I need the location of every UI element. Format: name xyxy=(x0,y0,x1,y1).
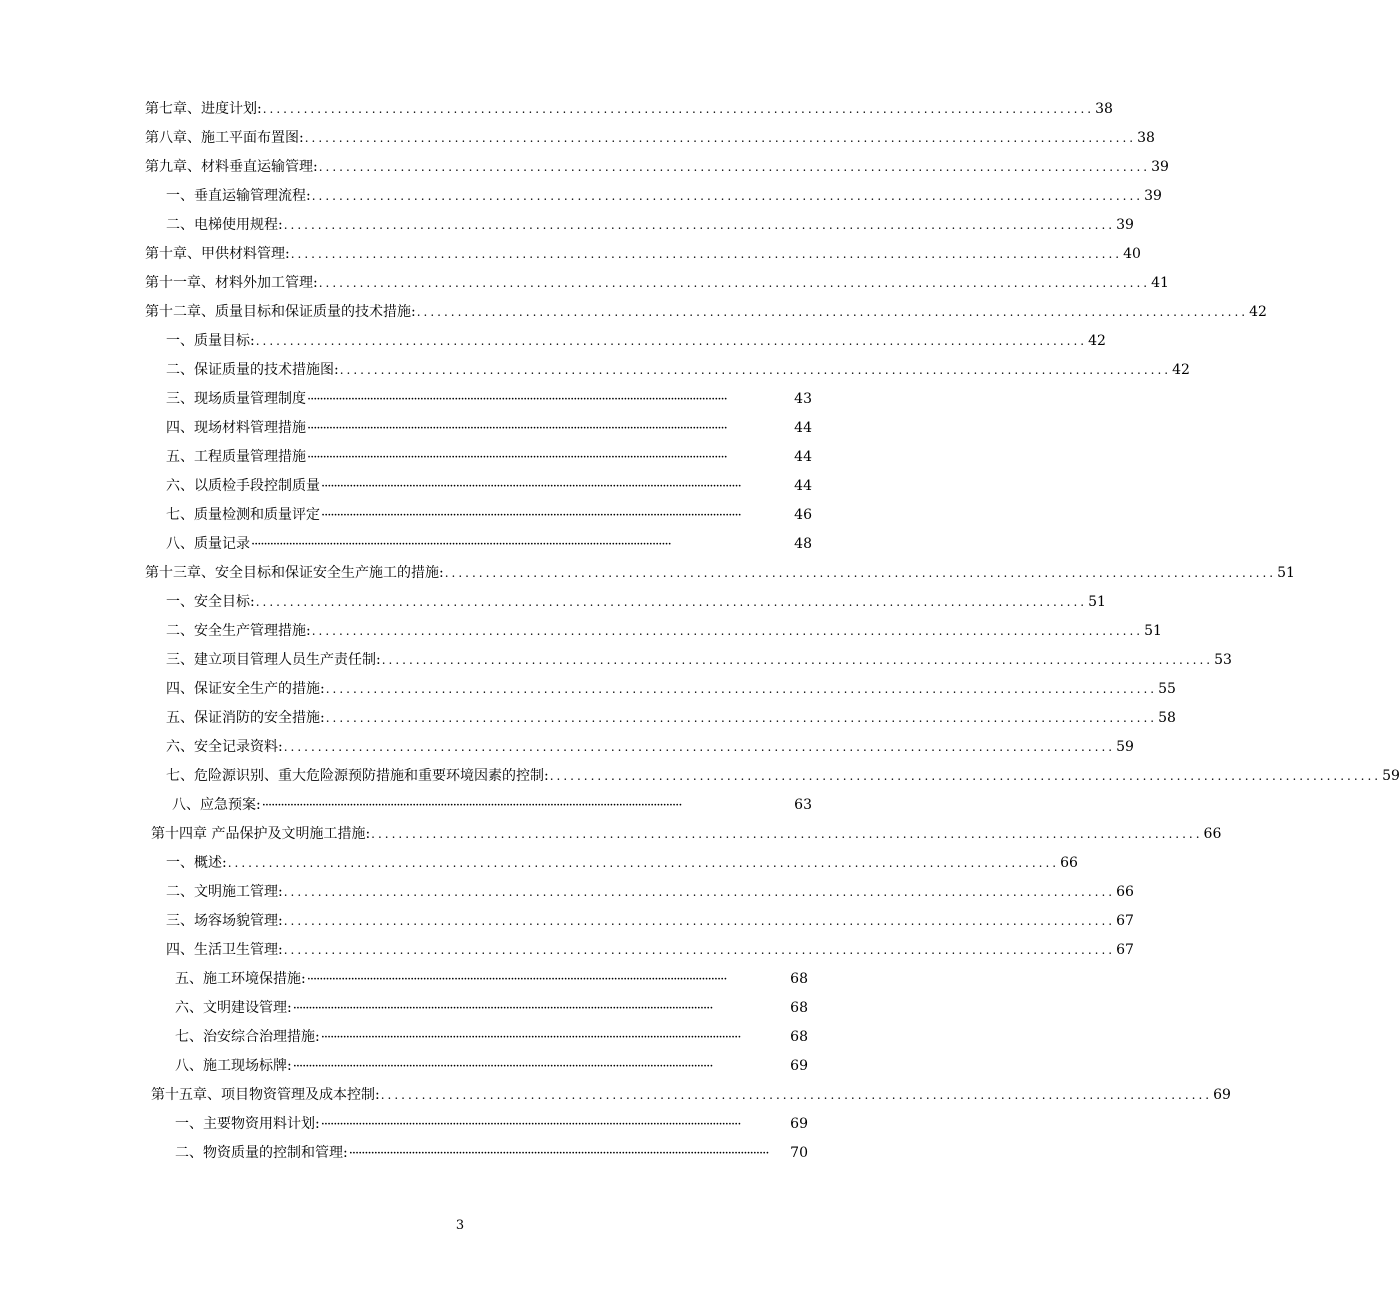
dot-leader: .......................................................................................................................... xyxy=(283,740,1116,754)
dot-leader: ······································································································································ xyxy=(307,450,727,465)
dot-leader: .......................................................................................................................... xyxy=(283,914,1116,928)
dot-leader: .......................................................................................................................... xyxy=(283,943,1116,957)
toc-entry-page: 69 xyxy=(790,1116,808,1132)
dot-leader: .......................................................................................................................... xyxy=(371,827,1203,841)
dot-leader: .......................................................................................................................... xyxy=(283,218,1116,232)
toc-entry-14-3[interactable] xyxy=(0,907,1134,936)
toc-entry-15-2[interactable] xyxy=(0,1139,920,1168)
toc-entry-page: 51 xyxy=(1088,594,1106,610)
toc-entry-page: 68 xyxy=(790,971,808,987)
toc-entry-title: 一、垂直运输管理流程: xyxy=(166,188,311,204)
toc-entry-page: 39 xyxy=(1151,159,1169,175)
toc-entry-12-8[interactable] xyxy=(0,530,920,559)
toc-entry-14-7[interactable] xyxy=(0,1023,920,1052)
toc-entry-title: 第十一章、材料外加工管理: xyxy=(145,275,318,291)
dot-leader: ······································································································································ xyxy=(321,508,741,523)
toc-entry-page: 66 xyxy=(1060,855,1078,871)
toc-entry-page: 55 xyxy=(1158,681,1176,697)
table-of-contents xyxy=(0,95,1400,1168)
toc-entry-9-1[interactable] xyxy=(0,182,1162,211)
dot-leader: .......................................................................................................................... xyxy=(255,595,1088,609)
toc-entry-page: 48 xyxy=(794,536,812,552)
toc-entry-chapter-13[interactable] xyxy=(0,559,1295,588)
toc-entry-title: 五、施工环境保措施: xyxy=(175,971,306,987)
toc-entry-14-8[interactable] xyxy=(0,1052,920,1081)
toc-entry-13-4[interactable] xyxy=(0,675,1176,704)
toc-entry-chapter-15[interactable] xyxy=(0,1081,1231,1110)
toc-entry-12-3[interactable] xyxy=(0,385,920,414)
toc-entry-14-1[interactable] xyxy=(0,849,1078,878)
dot-leader: .......................................................................................................................... xyxy=(416,305,1249,319)
toc-entry-title: 四、生活卫生管理: xyxy=(166,942,283,958)
toc-entry-13-7[interactable] xyxy=(0,762,1400,791)
toc-entry-title: 一、主要物资用料计划: xyxy=(175,1116,320,1132)
toc-entry-title: 六、文明建设管理: xyxy=(175,1000,292,1016)
toc-entry-9-2[interactable] xyxy=(0,211,1134,240)
toc-entry-page: 42 xyxy=(1088,333,1106,349)
toc-entry-15-1[interactable] xyxy=(0,1110,920,1139)
dot-leader: ······································································································································ xyxy=(292,1001,713,1016)
toc-entry-chapter-9[interactable] xyxy=(0,153,1169,182)
dot-leader: .......................................................................................................................... xyxy=(339,363,1172,377)
toc-entry-chapter-7[interactable] xyxy=(0,95,1113,124)
toc-entry-title: 一、质量目标: xyxy=(166,333,255,349)
toc-entry-title: 八、质量记录 xyxy=(166,536,250,552)
toc-entry-page: 42 xyxy=(1172,362,1190,378)
dot-leader: ······································································································································ xyxy=(292,1059,713,1074)
toc-entry-chapter-11[interactable] xyxy=(0,269,1169,298)
toc-entry-page: 67 xyxy=(1116,942,1134,958)
toc-entry-page: 51 xyxy=(1277,565,1295,581)
dot-leader: ······································································································································ xyxy=(261,798,682,813)
toc-entry-title: 八、施工现场标牌: xyxy=(175,1058,292,1074)
toc-entry-page: 38 xyxy=(1137,130,1155,146)
toc-entry-14-4[interactable] xyxy=(0,936,1134,965)
toc-entry-13-2[interactable] xyxy=(0,617,1162,646)
toc-entry-page: 66 xyxy=(1203,826,1222,842)
toc-entry-page: 70 xyxy=(790,1145,808,1161)
dot-leader: .......................................................................................................................... xyxy=(381,653,1214,667)
dot-leader: .......................................................................................................................... xyxy=(304,131,1137,145)
toc-entry-page: 41 xyxy=(1151,275,1169,291)
dot-leader: ······································································································································ xyxy=(307,421,727,436)
toc-entry-page: 38 xyxy=(1095,101,1113,117)
toc-entry-title: 一、安全目标: xyxy=(166,594,255,610)
toc-entry-title: 四、保证安全生产的措施: xyxy=(166,681,325,697)
toc-entry-13-3[interactable] xyxy=(0,646,1232,675)
toc-entry-title: 第十章、甲供材料管理: xyxy=(145,246,290,262)
dot-leader: ······································································································································ xyxy=(306,972,727,987)
toc-entry-title: 第七章、进度计划: xyxy=(145,101,262,117)
toc-entry-page: 59 xyxy=(1116,739,1134,755)
toc-entry-12-6[interactable] xyxy=(0,472,920,501)
toc-entry-13-6[interactable] xyxy=(0,733,1134,762)
toc-entry-page: 46 xyxy=(794,507,812,523)
toc-entry-title: 二、文明施工管理: xyxy=(166,884,283,900)
dot-leader: ······································································································································ xyxy=(321,479,741,494)
toc-entry-page: 39 xyxy=(1116,217,1134,233)
toc-entry-page: 44 xyxy=(794,478,812,494)
toc-entry-title: 第十四章 产品保护及文明施工措施: xyxy=(151,826,371,842)
toc-entry-page: 58 xyxy=(1158,710,1176,726)
dot-leader: .......................................................................................................................... xyxy=(311,189,1144,203)
toc-entry-14-5[interactable] xyxy=(0,965,920,994)
toc-entry-title: 二、物资质量的控制和管理: xyxy=(175,1145,348,1161)
toc-entry-page: 39 xyxy=(1144,188,1162,204)
dot-leader: .......................................................................................................................... xyxy=(549,769,1382,783)
toc-entry-13-5[interactable] xyxy=(0,704,1176,733)
toc-entry-page: 53 xyxy=(1214,652,1232,668)
dot-leader: .......................................................................................................................... xyxy=(290,247,1123,261)
toc-entry-title: 第十二章、质量目标和保证质量的技术措施: xyxy=(145,304,416,320)
dot-leader: .......................................................................................................................... xyxy=(311,624,1144,638)
toc-entry-title: 六、以质检手段控制质量 xyxy=(166,478,320,494)
toc-entry-title: 七、质量检测和质量评定 xyxy=(166,507,320,523)
toc-entry-chapter-10[interactable] xyxy=(0,240,1141,269)
toc-entry-page: 68 xyxy=(790,1029,808,1045)
toc-entry-12-1[interactable] xyxy=(0,327,1106,356)
toc-entry-title: 二、安全生产管理措施: xyxy=(166,623,311,639)
toc-entry-title: 五、工程质量管理措施 xyxy=(166,449,306,465)
toc-entry-title: 四、现场材料管理措施 xyxy=(166,420,306,436)
toc-entry-title: 第九章、材料垂直运输管理: xyxy=(145,159,318,175)
toc-entry-chapter-12[interactable] xyxy=(0,298,1267,327)
toc-entry-12-2[interactable] xyxy=(0,356,1190,385)
toc-entry-14-6[interactable] xyxy=(0,994,920,1023)
dot-leader: .......................................................................................................................... xyxy=(283,885,1116,899)
toc-entry-title: 八、应急预案: xyxy=(172,797,261,813)
toc-entry-13-8[interactable] xyxy=(0,791,920,820)
toc-entry-title: 第十三章、安全目标和保证安全生产施工的措施: xyxy=(145,565,444,581)
toc-entry-page: 69 xyxy=(790,1058,808,1074)
toc-entry-title: 第十五章、项目物资管理及成本控制: xyxy=(151,1087,380,1103)
toc-entry-page: 51 xyxy=(1144,623,1162,639)
toc-entry-chapter-8[interactable] xyxy=(0,124,1155,153)
toc-entry-page: 63 xyxy=(794,797,812,813)
dot-leader: .......................................................................................................................... xyxy=(318,160,1151,174)
toc-entry-title: 七、危险源识别、重大危险源预防措施和重要环境因素的控制: xyxy=(166,768,549,784)
dot-leader: ······································································································································ xyxy=(348,1146,769,1161)
toc-entry-page: 59 xyxy=(1382,768,1400,784)
toc-entry-12-4[interactable] xyxy=(0,414,920,443)
toc-entry-page: 44 xyxy=(794,420,812,436)
dot-leader: .......................................................................................................................... xyxy=(325,682,1158,696)
toc-entry-page: 67 xyxy=(1116,913,1134,929)
toc-entry-page: 68 xyxy=(790,1000,808,1016)
dot-leader: .......................................................................................................................... xyxy=(444,566,1277,580)
toc-entry-12-7[interactable] xyxy=(0,501,920,530)
dot-leader: ······································································································································ xyxy=(320,1030,741,1045)
toc-entry-12-5[interactable] xyxy=(0,443,920,472)
dot-leader: ······································································································································ xyxy=(320,1117,741,1132)
toc-entry-page: 40 xyxy=(1123,246,1141,262)
dot-leader: .......................................................................................................................... xyxy=(227,856,1060,870)
toc-entry-page: 44 xyxy=(794,449,812,465)
page-number: 3 xyxy=(455,1218,465,1233)
toc-entry-page: 69 xyxy=(1213,1087,1231,1103)
dot-leader: .......................................................................................................................... xyxy=(255,334,1088,348)
dot-leader: ······································································································································ xyxy=(251,537,671,552)
toc-entry-page: 42 xyxy=(1249,304,1267,320)
toc-entry-chapter-14[interactable] xyxy=(0,820,1222,849)
dot-leader: ······································································································································ xyxy=(307,392,727,407)
toc-entry-title: 三、现场质量管理制度 xyxy=(166,391,306,407)
toc-entry-title: 五、保证消防的安全措施: xyxy=(166,710,325,726)
toc-entry-13-1[interactable] xyxy=(0,588,1106,617)
toc-entry-title: 二、电梯使用规程: xyxy=(166,217,283,233)
dot-leader: .......................................................................................................................... xyxy=(325,711,1158,725)
toc-entry-page: 43 xyxy=(794,391,812,407)
toc-entry-title: 七、治安综合治理措施: xyxy=(175,1029,320,1045)
toc-entry-title: 二、保证质量的技术措施图: xyxy=(166,362,339,378)
dot-leader: .......................................................................................................................... xyxy=(318,276,1151,290)
toc-entry-title: 第八章、施工平面布置图: xyxy=(145,130,304,146)
toc-entry-title: 三、建立项目管理人员生产责任制: xyxy=(166,652,381,668)
toc-entry-title: 一、概述: xyxy=(166,855,227,871)
dot-leader: .......................................................................................................................... xyxy=(262,102,1095,116)
toc-entry-title: 三、场容场貌管理: xyxy=(166,913,283,929)
toc-entry-14-2[interactable] xyxy=(0,878,1134,907)
toc-entry-title: 六、安全记录资料: xyxy=(166,739,283,755)
toc-entry-page: 66 xyxy=(1116,884,1134,900)
dot-leader: .......................................................................................................................... xyxy=(380,1088,1213,1102)
